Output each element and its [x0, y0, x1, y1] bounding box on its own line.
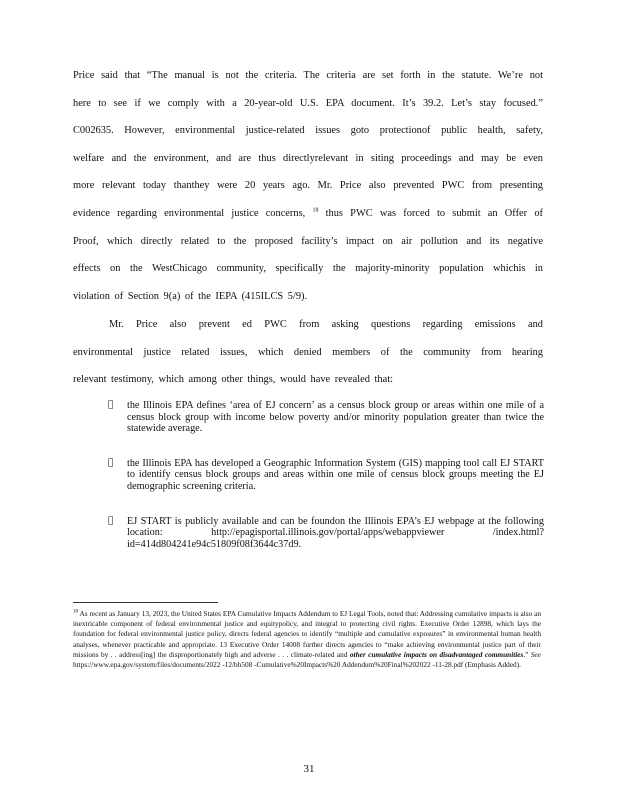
- bullet-marker-icon: [108, 458, 113, 470]
- paragraph-2-line-1: Mr. Price also prevent ed PWC from asking questions regarding emissions and: [109, 319, 543, 330]
- bullet-text: the Illinois EPA defines ‘area of EJ concern’ as a census block group or areas within one mile of a census block group with income below poverty and/or minority population greater than twice the statewide average.: [127, 400, 544, 435]
- page-number: 31: [303, 763, 315, 775]
- paragraph-1-line-6-start: evidence regarding environmental justice concerns,: [73, 207, 306, 219]
- bullet-item: [108, 458, 544, 493]
- bullet-list: [108, 400, 544, 573]
- paragraph-1-line-9: violation of Section 9(a) of the IEPA (415ILCS 5/9).: [73, 290, 308, 302]
- paragraph-1-line-6-end: thus PWC was forced to submit an Offer of: [325, 207, 543, 219]
- paragraph-1-line-6: [73, 200, 543, 228]
- paragraph-2-line-2: environmental justice related issues, which denied members of the community from hearing: [73, 346, 543, 358]
- paragraph-1-line-3: C002635. However, environmental justice-related issues goto protectionof public health, safety,: [73, 125, 543, 137]
- footnote-url[interactable]: https://www.epa.gov/system/files/documents/2022 -12/bh508 -Cumulative%20Impacts%20 Addendum%20Final%202022 -11-28.pdf (Emphasis Added).: [73, 660, 521, 670]
- footnote-18: [73, 609, 541, 670]
- footnote-reference-18[interactable]: 18: [312, 207, 319, 214]
- bullet-marker-icon: [108, 400, 113, 412]
- bullet-marker-icon: [108, 516, 113, 528]
- paragraph-1-line-5: more relevant today thanthey were 20 years ago. Mr. Price also prevented PWC from presenting: [73, 180, 543, 192]
- footnote-text-part-1: As recent as January 13, 2023, the United States EPA Cumulative Impacts Addendum to EJ Legal Tools, noted that: Addressing cumulative impacts is also an inextricable component of federal environmental justice and equitypolicy, and integral to protecting civil rights. Executive Order 12898, which lays the foundation for federal environmental justice policy, directs federal agencies to identify “multiple and cumulative exposures” in environmental human health analyses, whenever practicable and appropriate. 13 Executive Order 14008 further directs agencies to “make achieving environmental justice part of their missions by . . address[ing] the disproportionately high and adverse . . . climate-related and: [73, 609, 541, 659]
- paragraph-2-line-3: relevant testimony, which among other things, would have revealed that:: [73, 374, 394, 386]
- footnote-see-signal: See: [530, 649, 542, 659]
- footnote-divider: [73, 602, 218, 603]
- bullet-item: [108, 400, 544, 435]
- footnote-text-part-2: .”: [523, 649, 529, 659]
- paragraph-1-line-8: effects on the WestChicago community, specifically the majority-minority population whichis in: [73, 263, 543, 275]
- paragraph-1-line-4: welfare and the environment, and are thus directlyrelevant in siting proceedings and may be even: [73, 152, 543, 164]
- footnote-number: 18: [73, 609, 78, 615]
- bullet-text[interactable]: EJ START is publicly available and can be foundon the Illinois EPA’s EJ webpage at the following location: http://epagisportal.illinois.gov/portal/apps/webappviewer /index.html?id=414d804241e94c51809f08f3644c37d9.: [127, 515, 544, 550]
- paragraph-1-line-7: Proof, which directly related to the proposed facility’s impact on air pollution and its negative: [73, 235, 543, 247]
- bullet-item: [108, 516, 544, 551]
- paragraph-1-line-2: here to see if we comply with a 20-year-old U.S. EPA document. It’s 39.2. Let’s stay focused.”: [73, 97, 543, 109]
- bullet-text: the Illinois EPA has developed a Geographic Information System (GIS) mapping tool call EJ START to identify census block groups and areas within one mile of census block groups meeting the EJ demographic screening criteria.: [127, 457, 544, 492]
- paragraph-2: [73, 311, 543, 394]
- paragraph-1: [73, 62, 543, 310]
- footnote-emphasis: other cumulative impacts on disadvantaged communities: [349, 649, 524, 659]
- paragraph-1-line-1: Price said that “The manual is not the criteria. The criteria are set forth in the statute. We’re not: [73, 70, 543, 81]
